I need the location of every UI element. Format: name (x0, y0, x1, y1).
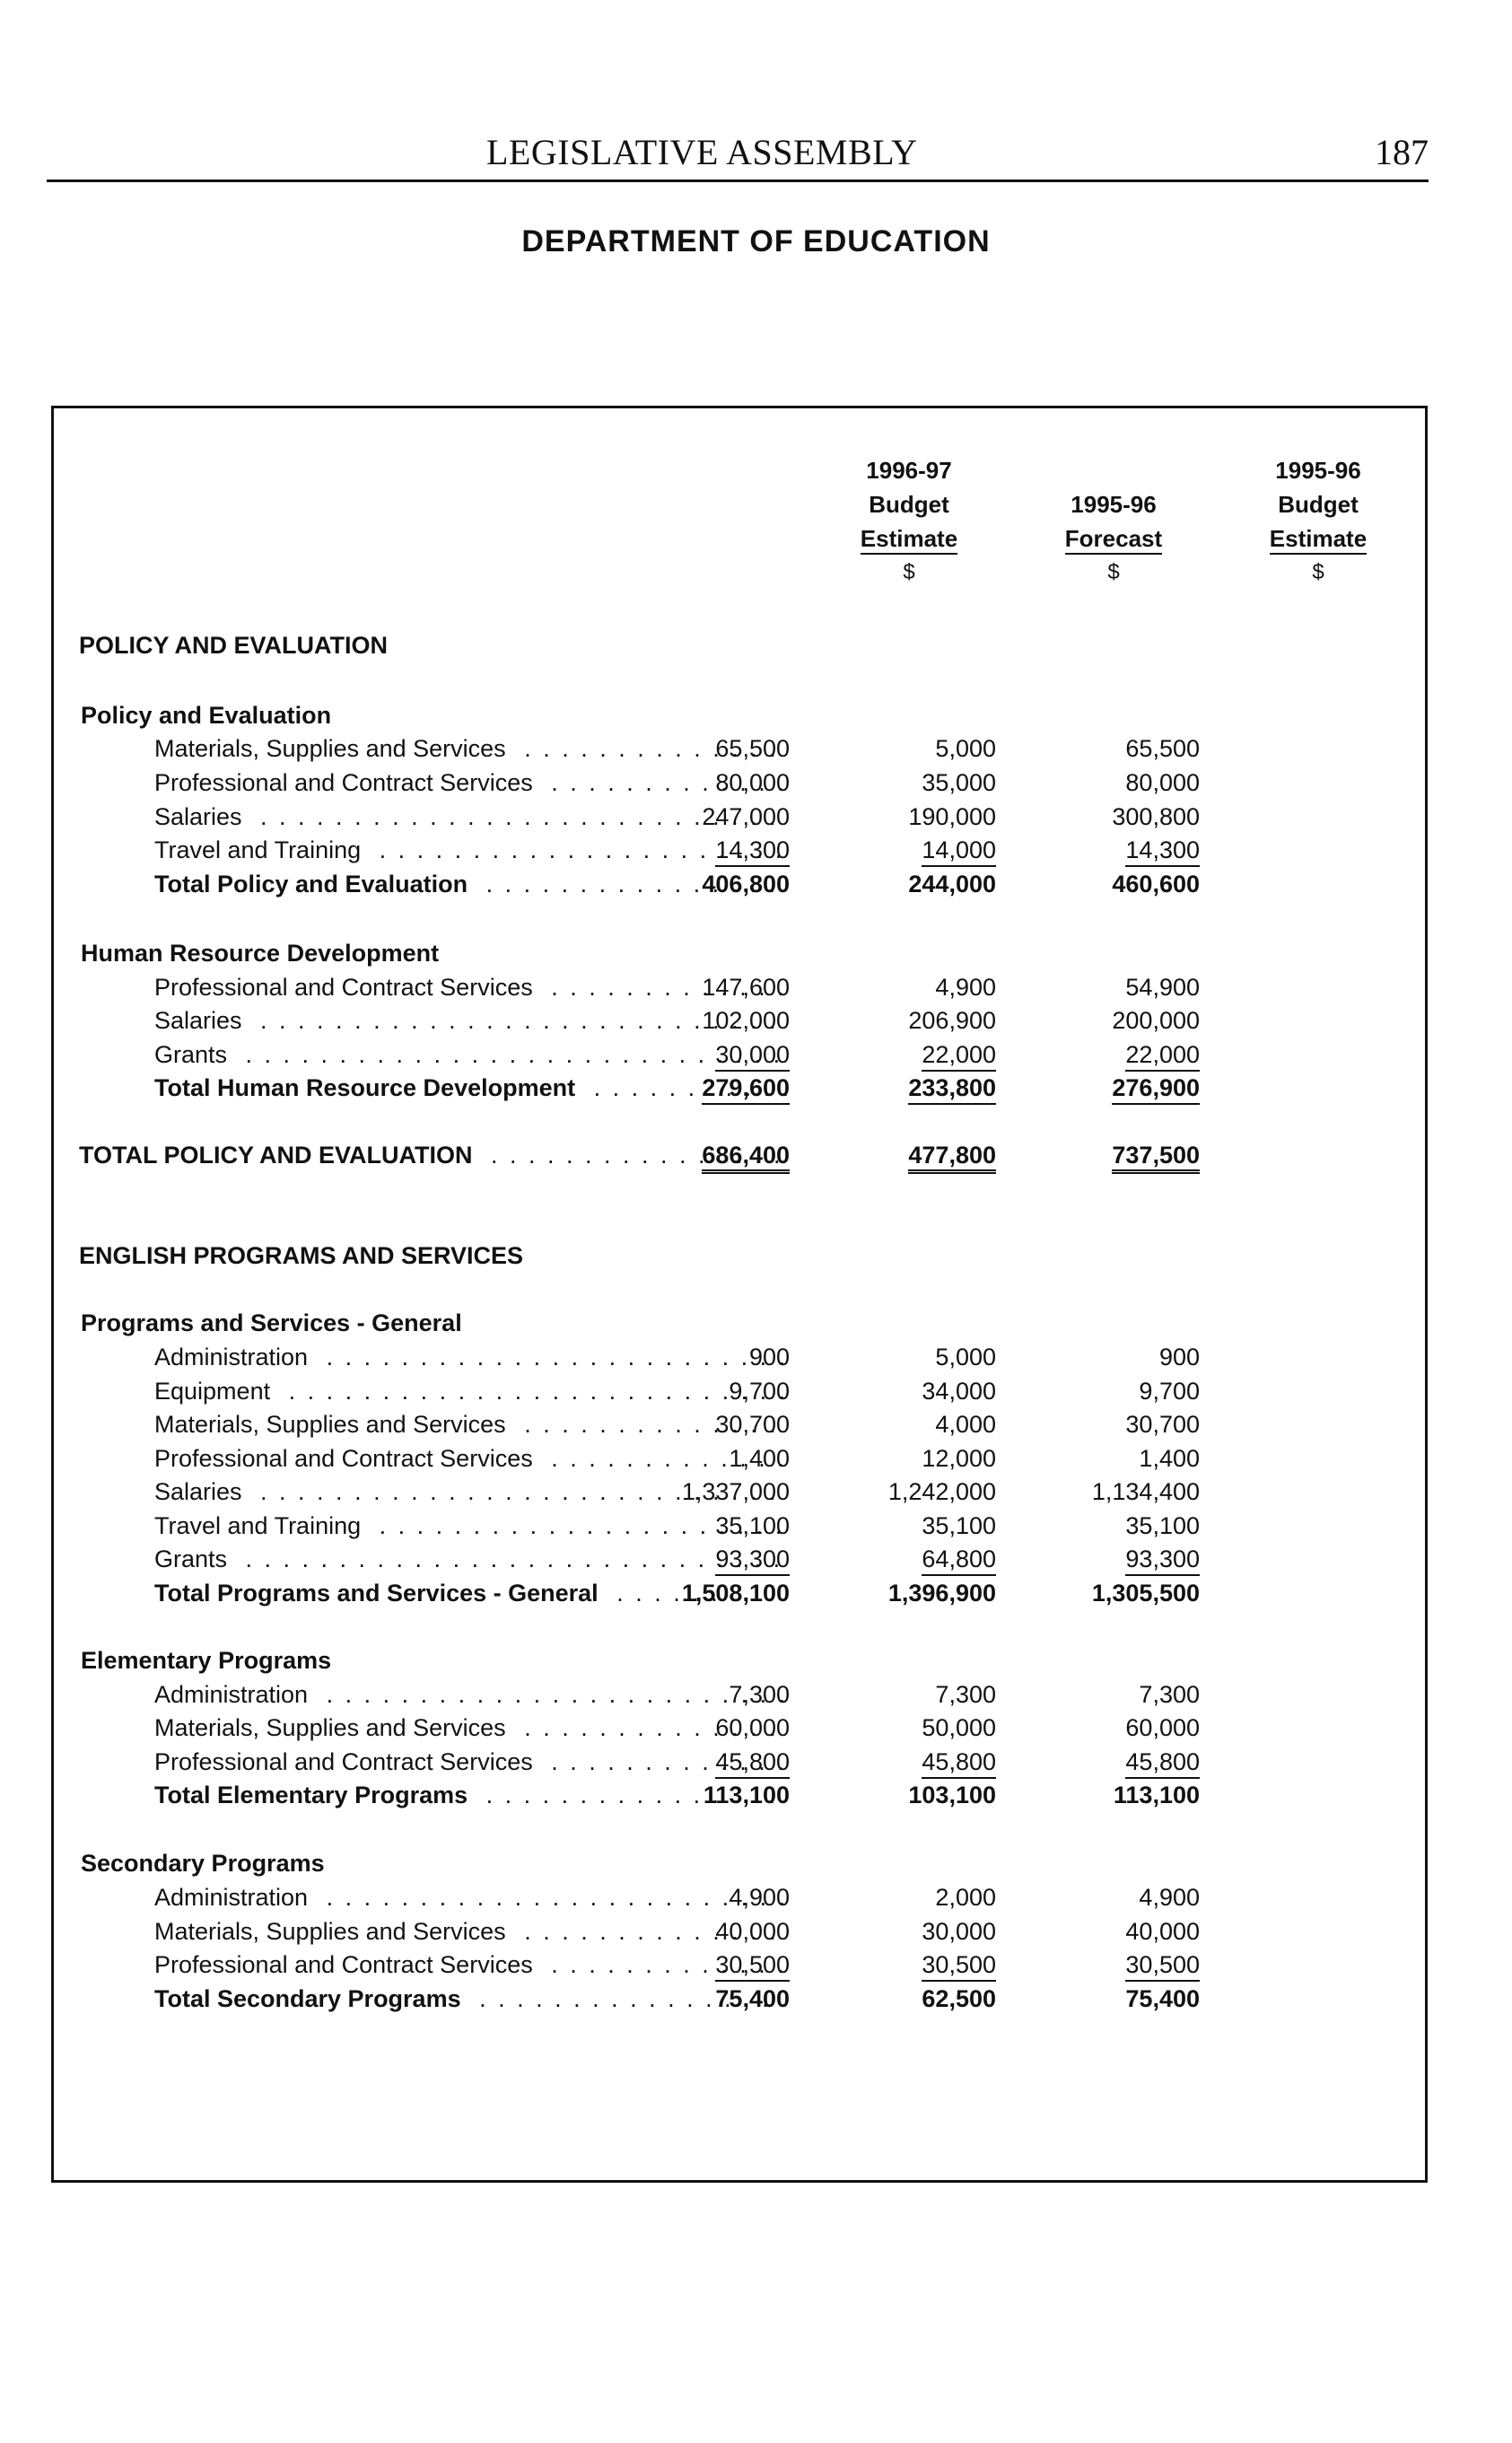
row-label-text: TOTAL POLICY AND EVALUATION (79, 1142, 482, 1169)
section-heading (0, 628, 1512, 662)
value-text: 190,000 (908, 803, 996, 830)
value-cell-col-3 (1020, 1475, 1200, 1509)
value-text: 65,500 (715, 735, 790, 762)
value-cell-col-2 (817, 1138, 996, 1174)
row-label-text: Grants (154, 1041, 236, 1068)
value-text: 103,100 (908, 1782, 996, 1808)
value-cell-col-3 (1020, 867, 1200, 901)
row-label-text: Grants (154, 1545, 236, 1572)
value-text: 1,242,000 (887, 1478, 996, 1505)
value-text: 206,900 (908, 1007, 996, 1034)
value-text: 65,500 (1125, 735, 1200, 762)
group-heading (0, 1306, 1512, 1340)
row-label-text: Professional and Contract Services (154, 974, 542, 1001)
value-cell-col-2 (817, 1880, 996, 1914)
value-cell-col-1 (610, 1374, 790, 1408)
value-text: 900 (1158, 1344, 1200, 1370)
value-text: 233,800 (908, 1073, 996, 1105)
value-text: 30,700 (715, 1411, 790, 1438)
row-label-text: Professional and Contract Services (154, 769, 542, 796)
row-label (81, 1643, 888, 1677)
value-cell-col-1 (610, 1340, 790, 1374)
row-label-text: Equipment (154, 1378, 279, 1405)
row-label-text: Materials, Supplies and Services (154, 1714, 515, 1741)
value-cell-col-1 (610, 833, 790, 867)
value-cell-col-3 (1020, 1071, 1200, 1105)
value-text: 2,000 (935, 1884, 996, 1911)
row-label-text: Secondary Programs (81, 1850, 334, 1877)
row-label (81, 698, 888, 732)
line-item (0, 1948, 1512, 1982)
value-cell-col-1 (610, 1778, 790, 1812)
value-cell-col-3 (1020, 731, 1200, 766)
value-cell-col-1 (610, 1914, 790, 1948)
row-label (79, 1239, 887, 1273)
value-cell-col-1 (610, 1003, 790, 1038)
value-cell-col-2 (817, 766, 996, 800)
row-label-text: Programs and Services - General (81, 1309, 471, 1336)
value-cell-col-3 (1020, 1340, 1200, 1374)
value-cell-col-1 (610, 867, 790, 901)
value-cell-col-2 (817, 1475, 996, 1509)
value-cell-col-1 (610, 731, 790, 766)
value-text: 12,000 (922, 1445, 996, 1472)
value-cell-col-3 (1020, 1509, 1200, 1543)
value-text: 1,400 (1139, 1445, 1200, 1472)
value-cell-col-2 (817, 1071, 996, 1105)
value-text: 40,000 (715, 1918, 790, 1945)
value-text: 113,100 (703, 1782, 790, 1808)
value-text: 64,800 (922, 1544, 996, 1576)
subtotal-row (0, 1576, 1512, 1610)
value-text: 244,000 (908, 871, 996, 898)
value-text: 75,400 (715, 1985, 790, 2012)
value-cell-col-3 (1020, 1880, 1200, 1914)
line-item (0, 1475, 1512, 1509)
value-text: 5,000 (935, 1344, 996, 1370)
value-cell-col-2 (817, 1948, 996, 1982)
line-item (0, 1407, 1512, 1441)
line-item (0, 731, 1512, 766)
row-label-text: Total Secondary Programs (154, 1985, 470, 2012)
row-label-text: Materials, Supplies and Services (154, 735, 515, 762)
value-cell-col-1 (610, 1677, 790, 1712)
running-head-title: LEGISLATIVE ASSEMBLY (486, 132, 918, 172)
row-label-text: Salaries (154, 803, 251, 830)
value-cell-col-3 (1020, 1778, 1200, 1812)
value-cell-col-2 (817, 800, 996, 834)
row-label-text: Elementary Programs (81, 1647, 340, 1674)
value-cell-col-1 (610, 1982, 790, 2016)
value-text: 7,300 (729, 1681, 790, 1708)
row-label (81, 1846, 888, 1880)
value-cell-col-2 (817, 1576, 996, 1610)
subtotal-row (0, 1778, 1512, 1812)
column-header-line: Estimate (1270, 525, 1367, 555)
row-label-text: ENGLISH PROGRAMS AND SERVICES (79, 1242, 532, 1269)
value-text: 80,000 (1125, 769, 1200, 796)
value-text: 7,300 (935, 1681, 996, 1708)
row-label (81, 1306, 888, 1340)
value-text: 1,508,100 (681, 1580, 790, 1607)
value-cell-col-1 (610, 1038, 790, 1072)
value-text: 54,900 (1125, 974, 1200, 1001)
value-text: 60,000 (1125, 1714, 1200, 1741)
value-cell-col-1 (610, 970, 790, 1004)
line-item (0, 1374, 1512, 1408)
row-label-text: Human Resource Development (81, 940, 448, 967)
line-item (0, 1340, 1512, 1374)
group-heading (0, 1643, 1512, 1677)
value-text: 477,800 (908, 1141, 996, 1174)
value-cell-col-2 (817, 1677, 996, 1712)
column-currency: $ (1107, 560, 1120, 584)
value-text: 276,900 (1112, 1073, 1200, 1105)
line-item (0, 766, 1512, 800)
row-label-text: Total Programs and Services - General (154, 1580, 607, 1607)
line-item (0, 1509, 1512, 1543)
value-text: 22,000 (922, 1039, 996, 1072)
column-header-line (1024, 453, 1203, 487)
value-cell-col-2 (817, 1982, 996, 2016)
value-text: 7,300 (1139, 1681, 1200, 1708)
value-cell-col-3 (1020, 1138, 1200, 1174)
value-cell-col-2 (817, 1778, 996, 1812)
value-cell-col-2 (817, 1407, 996, 1441)
value-text: 279,600 (702, 1073, 790, 1105)
column-header-1995-96-forecast (1024, 453, 1203, 590)
value-cell-col-1 (610, 1407, 790, 1441)
value-cell-col-3 (1020, 1441, 1200, 1475)
column-header-1996-97-budget-estimate (819, 453, 999, 590)
value-cell-col-2 (817, 1542, 996, 1576)
row-label-text: Travel and Training (154, 1512, 370, 1539)
value-cell-col-1 (610, 1880, 790, 1914)
value-cell-col-1 (610, 1948, 790, 1982)
value-cell-col-3 (1020, 766, 1200, 800)
value-text: 113,100 (1113, 1782, 1200, 1808)
column-header-1995-96-budget-estimate (1228, 453, 1408, 590)
value-cell-col-1 (610, 1509, 790, 1543)
value-text: 1,305,500 (1091, 1580, 1200, 1607)
value-text: 102,000 (702, 1007, 790, 1034)
column-header-line: Budget (1278, 491, 1359, 518)
value-text: 35,000 (922, 769, 996, 796)
value-cell-col-3 (1020, 1677, 1200, 1712)
value-cell-col-2 (817, 1509, 996, 1543)
value-cell-col-3 (1020, 1003, 1200, 1038)
value-text: 45,800 (1125, 1747, 1200, 1779)
value-cell-col-3 (1020, 1711, 1200, 1745)
line-item (0, 1880, 1512, 1914)
row-label-text: Policy and Evaluation (81, 702, 340, 729)
value-text: 30,000 (922, 1918, 996, 1945)
value-text: 45,800 (922, 1747, 996, 1779)
value-cell-col-3 (1020, 1914, 1200, 1948)
value-text: 1,396,900 (887, 1580, 996, 1607)
value-text: 4,900 (729, 1884, 790, 1911)
value-cell-col-1 (610, 1711, 790, 1745)
section-heading (0, 1239, 1512, 1273)
value-text: 30,500 (922, 1949, 996, 1982)
running-head (47, 127, 1429, 182)
value-text: 460,600 (1112, 871, 1200, 898)
value-text: 1,134,400 (1091, 1478, 1200, 1505)
column-header-line: 1995-96 (1275, 457, 1361, 484)
column-header-line: 1996-97 (866, 457, 952, 484)
value-text: 30,700 (1125, 1411, 1200, 1438)
row-label-text: Administration (154, 1344, 317, 1370)
group-heading (0, 1846, 1512, 1880)
value-cell-col-3 (1020, 1407, 1200, 1441)
value-text: 40,000 (1125, 1918, 1200, 1945)
group-heading (0, 698, 1512, 732)
subtotal-row (0, 867, 1512, 901)
value-text: 406,800 (702, 871, 790, 898)
row-label-text: Total Human Resource Development (154, 1074, 584, 1101)
value-cell-col-2 (817, 731, 996, 766)
value-text: 93,300 (715, 1544, 790, 1576)
value-text: 35,100 (715, 1512, 790, 1539)
value-cell-col-2 (817, 1374, 996, 1408)
line-item (0, 1542, 1512, 1576)
line-item (0, 1745, 1512, 1779)
line-item (0, 800, 1512, 834)
grand-total-row (0, 1138, 1512, 1172)
row-label-text: Professional and Contract Services (154, 1951, 542, 1978)
row-label-text: Administration (154, 1884, 317, 1911)
line-item (0, 1677, 1512, 1712)
line-item (0, 833, 1512, 867)
value-cell-col-1 (610, 1576, 790, 1610)
department-title: DEPARTMENT OF EDUCATION (521, 224, 991, 258)
value-cell-col-3 (1020, 800, 1200, 834)
row-label-text: Travel and Training (154, 836, 370, 863)
value-cell-col-3 (1020, 1745, 1200, 1779)
value-cell-col-2 (817, 1003, 996, 1038)
group-heading (0, 936, 1512, 970)
value-text: 80,000 (715, 769, 790, 796)
row-label-text: Professional and Contract Services (154, 1748, 542, 1775)
value-cell-col-3 (1020, 970, 1200, 1004)
value-cell-col-2 (817, 1711, 996, 1745)
value-cell-col-2 (817, 833, 996, 867)
value-text: 300,800 (1112, 803, 1200, 830)
value-cell-col-2 (817, 1038, 996, 1072)
column-header-line: Budget (869, 491, 949, 518)
value-cell-col-3 (1020, 1374, 1200, 1408)
subtotal-row (0, 1982, 1512, 2016)
value-text: 1,400 (729, 1445, 790, 1472)
value-text: 45,800 (715, 1747, 790, 1779)
value-text: 75,400 (1125, 1985, 1200, 2012)
row-label-text: Salaries (154, 1478, 251, 1505)
value-text: 35,100 (922, 1512, 996, 1539)
value-text: 50,000 (922, 1714, 996, 1741)
value-text: 62,500 (922, 1985, 996, 2012)
row-label-text: Salaries (154, 1007, 251, 1034)
value-text: 14,300 (1125, 835, 1200, 867)
value-text: 1,337,000 (681, 1478, 790, 1505)
row-label-text: Professional and Contract Services (154, 1445, 542, 1472)
subtotal-row (0, 1071, 1512, 1105)
value-text: 93,300 (1125, 1544, 1200, 1576)
row-label-text: Materials, Supplies and Services (154, 1411, 515, 1438)
value-cell-col-1 (610, 1138, 790, 1174)
line-item (0, 1441, 1512, 1475)
row-label (79, 628, 887, 662)
value-text: 686,400 (702, 1141, 790, 1174)
value-text: 247,000 (702, 803, 790, 830)
value-cell-col-3 (1020, 1038, 1200, 1072)
line-item (0, 1003, 1512, 1038)
value-text: 30,500 (1125, 1949, 1200, 1982)
value-text: 14,300 (715, 835, 790, 867)
line-item (0, 970, 1512, 1004)
value-text: 14,000 (922, 835, 996, 867)
value-text: 4,900 (935, 974, 996, 1001)
value-text: 147,600 (702, 974, 790, 1001)
value-text: 9,700 (729, 1378, 790, 1405)
value-cell-col-2 (817, 1441, 996, 1475)
value-text: 35,100 (1125, 1512, 1200, 1539)
line-item (0, 1038, 1512, 1072)
value-text: 9,700 (1139, 1378, 1200, 1405)
value-cell-col-3 (1020, 1982, 1200, 2016)
value-text: 4,000 (935, 1411, 996, 1438)
value-cell-col-2 (817, 1914, 996, 1948)
row-label-text: Total Policy and Evaluation (154, 871, 476, 898)
value-cell-col-3 (1020, 1948, 1200, 1982)
row-label-text: Materials, Supplies and Services (154, 1918, 515, 1945)
value-text: 30,500 (715, 1949, 790, 1982)
row-label-text: Total Elementary Programs (154, 1782, 476, 1808)
value-cell-col-1 (610, 1475, 790, 1509)
line-item (0, 1914, 1512, 1948)
value-text: 22,000 (1125, 1039, 1200, 1072)
column-header-line: Estimate (861, 525, 957, 555)
value-cell-col-2 (817, 970, 996, 1004)
page-number: 187 (1375, 132, 1429, 172)
value-cell-col-1 (610, 800, 790, 834)
row-label (81, 936, 888, 970)
value-cell-col-3 (1020, 1576, 1200, 1610)
value-cell-col-2 (817, 867, 996, 901)
value-text: 30,000 (715, 1039, 790, 1072)
column-currency: $ (903, 560, 915, 584)
value-cell-col-2 (817, 1340, 996, 1374)
value-text: 60,000 (715, 1714, 790, 1741)
column-header-line: Forecast (1065, 525, 1162, 555)
value-text: 5,000 (935, 735, 996, 762)
column-header-line: 1995-96 (1071, 491, 1157, 518)
line-item (0, 1711, 1512, 1745)
value-cell-col-1 (610, 1441, 790, 1475)
value-cell-col-3 (1020, 1542, 1200, 1576)
row-label-text: Administration (154, 1681, 317, 1708)
row-label-text: POLICY AND EVALUATION (79, 632, 397, 659)
value-cell-col-1 (610, 1745, 790, 1779)
value-cell-col-1 (610, 766, 790, 800)
value-cell-col-1 (610, 1542, 790, 1576)
value-text: 900 (748, 1344, 790, 1370)
value-text: 4,900 (1139, 1884, 1200, 1911)
value-text: 737,500 (1112, 1141, 1200, 1174)
value-cell-col-3 (1020, 833, 1200, 867)
value-text: 34,000 (922, 1378, 996, 1405)
value-cell-col-1 (610, 1071, 790, 1105)
value-cell-col-2 (817, 1745, 996, 1779)
column-currency: $ (1312, 560, 1324, 584)
value-text: 200,000 (1112, 1007, 1200, 1034)
